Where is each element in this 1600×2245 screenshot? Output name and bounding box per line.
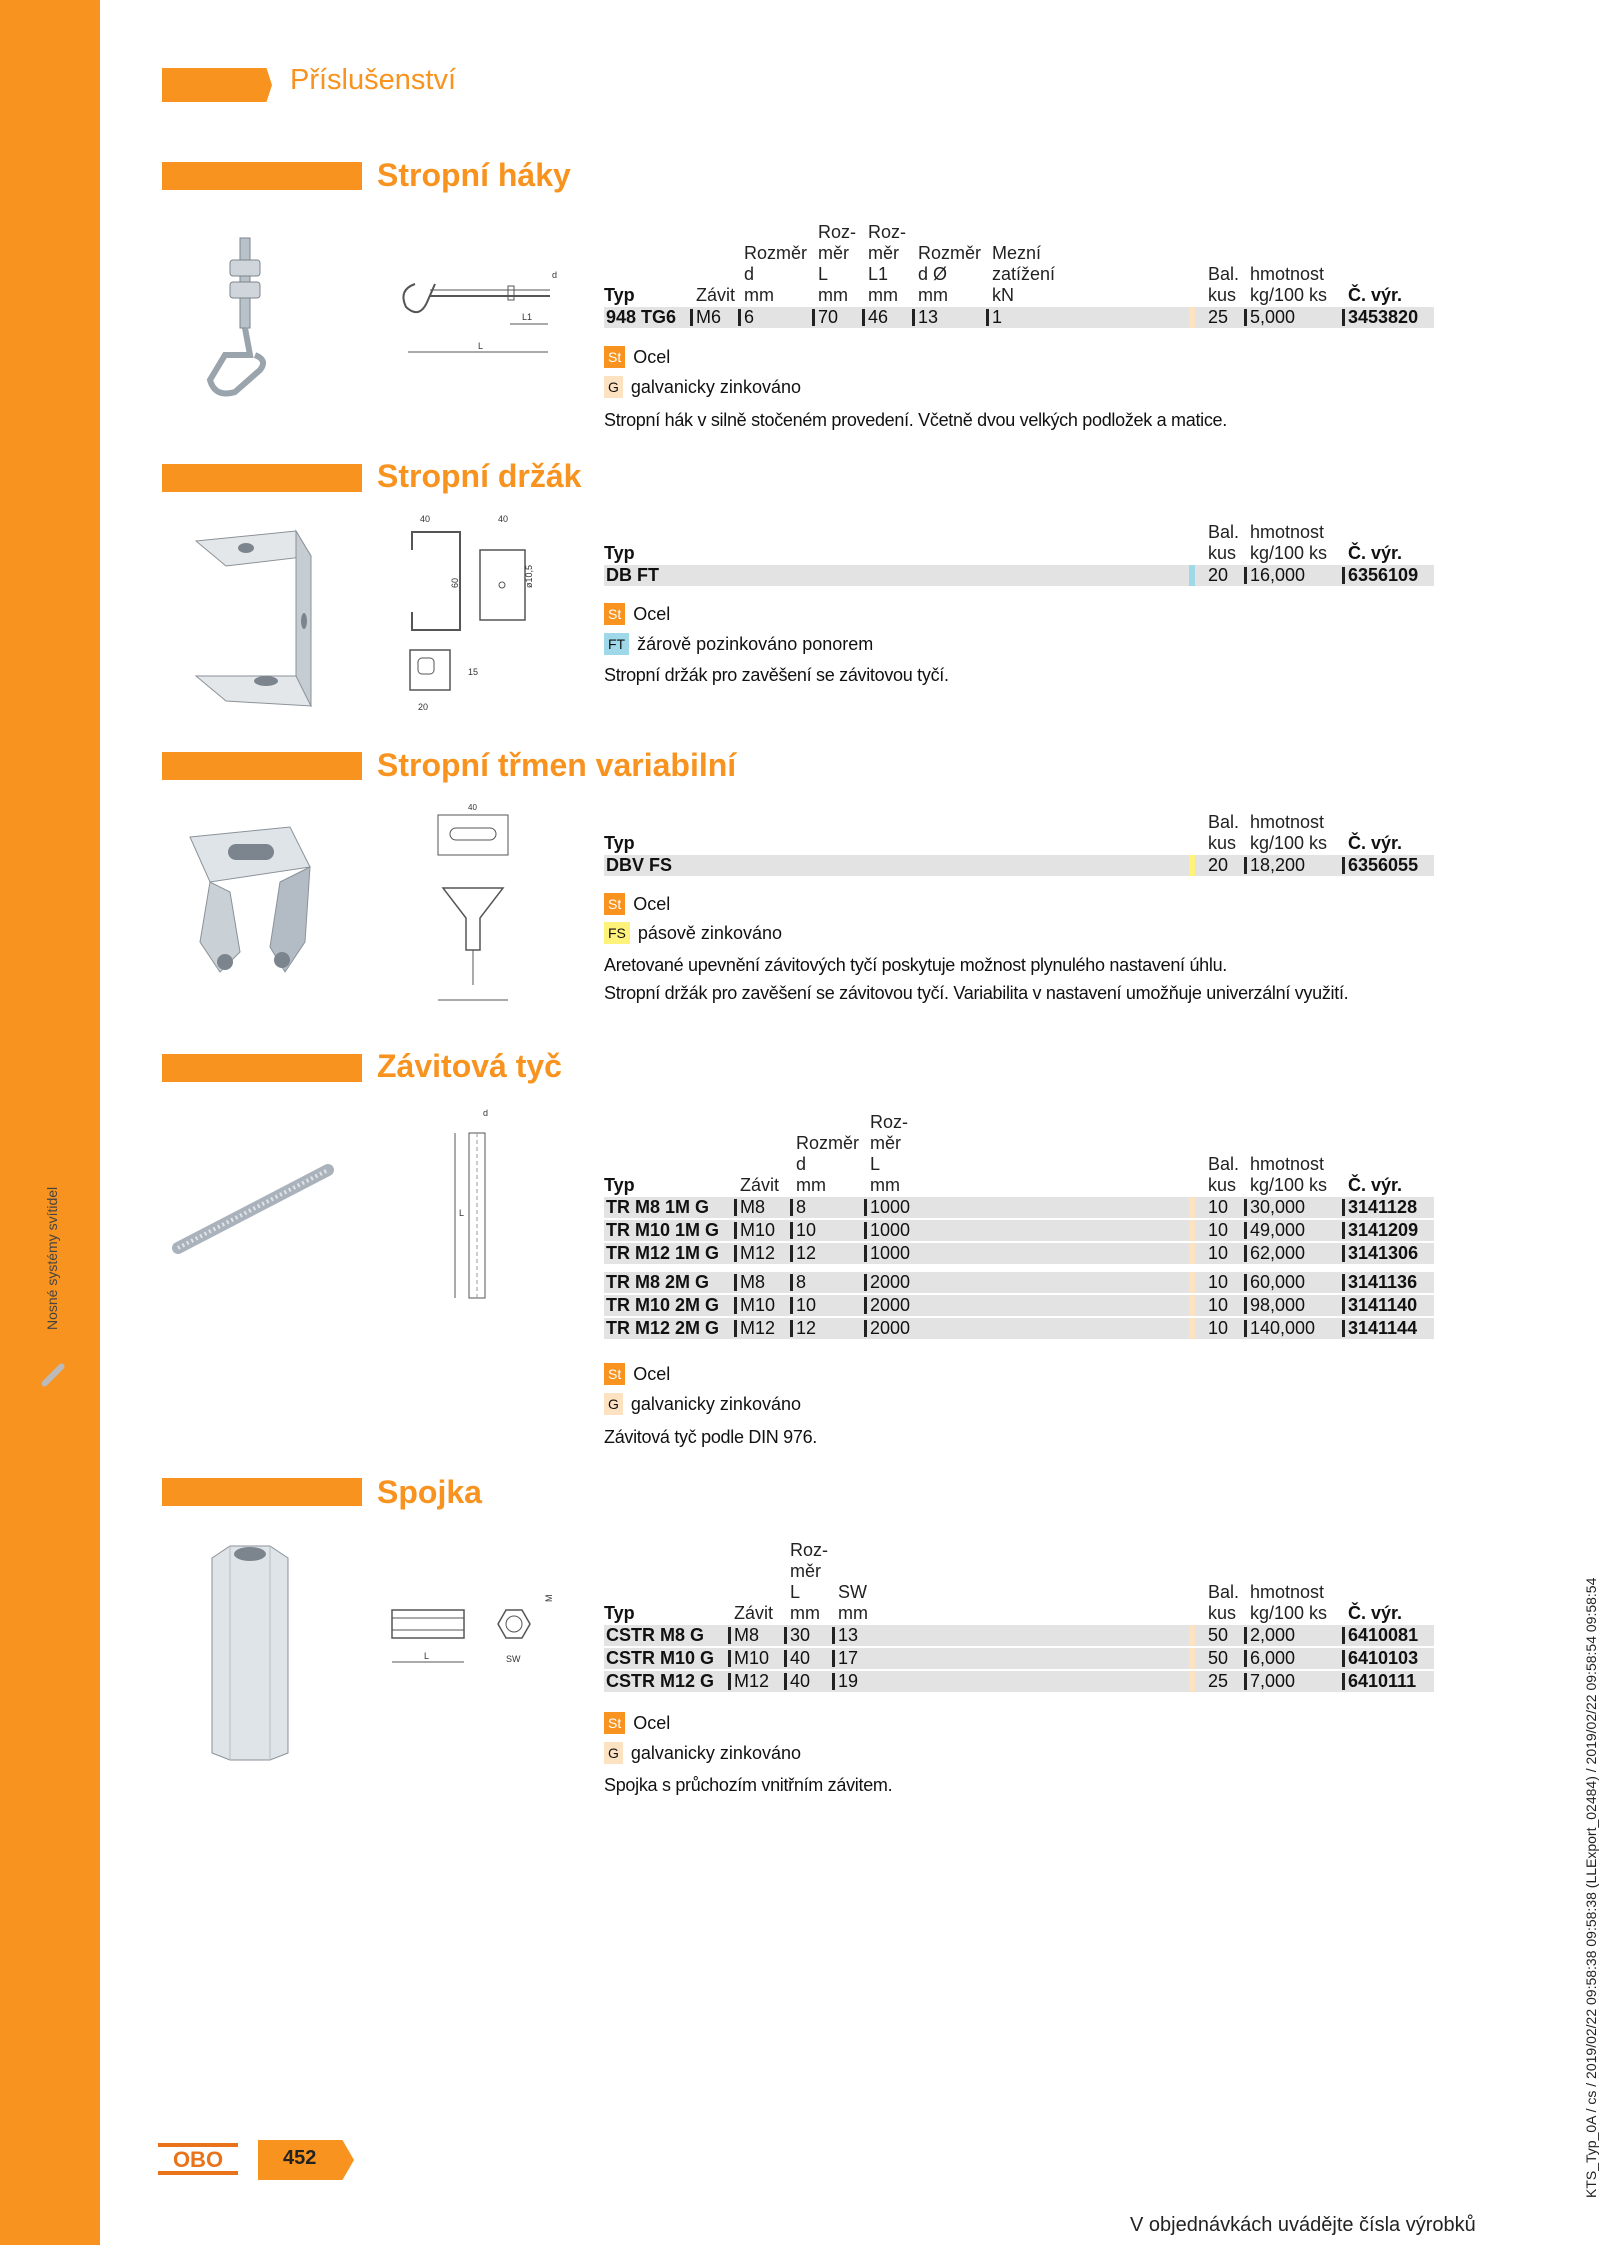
material-steel: St Ocel — [604, 603, 670, 625]
material-finish: FT žárově pozinkováno ponorem — [604, 633, 873, 655]
table-row: CSTR M12 G M12 40 19 25 7,000 6410111 — [604, 1670, 1438, 1693]
table-row: TR M10 2M G M10 10 2000 10 98,000 3141140 — [604, 1294, 1438, 1317]
table-row: TR M12 2M G M12 12 2000 10 140,000 3141144 — [604, 1317, 1438, 1340]
ceiling-bracket-photo — [186, 526, 326, 716]
svg-text:d: d — [483, 1108, 489, 1118]
material-steel: St Ocel — [604, 1712, 670, 1734]
table-row: TR M12 1M G M12 12 1000 10 62,000 3141306 — [604, 1242, 1438, 1265]
section-title-stropni-haky: Stropní háky — [377, 157, 571, 193]
page-number: 452 — [283, 2147, 317, 2169]
table-header: Typ Závit Rozměr d mm Roz- měr L mm Roz- měr L1 mm Rozměr d Ø mm Mezní zatížení kN Bal. kus hmotnost kg/100 ks Č. výr. — [604, 222, 1403, 305]
coupler-drawing — [380, 1582, 570, 1682]
coupler-photo — [200, 1538, 300, 1763]
table-row: CSTR M10 G M10 40 17 50 6,000 6410103 — [604, 1647, 1438, 1670]
material-steel: St Ocel — [604, 346, 670, 368]
material-finish: G galvanicky zinkováno — [604, 376, 801, 398]
table-stropni-drzak — [604, 522, 1438, 587]
material-steel: St Ocel — [604, 893, 670, 915]
svg-text:40: 40 — [468, 803, 477, 812]
description: Závitová tyč podle DIN 976. — [604, 1427, 818, 1447]
dim-d: d — [552, 270, 558, 280]
threaded-rod-photo — [168, 1160, 338, 1260]
table-stropni-trmen — [604, 812, 1438, 877]
section-bar — [162, 1478, 362, 1506]
header-tab — [162, 68, 272, 102]
section-bar — [162, 162, 362, 190]
material-steel: St Ocel — [604, 1363, 670, 1385]
table-zavitova-tyc — [604, 1112, 1438, 1340]
svg-text:L: L — [459, 1208, 465, 1218]
ceiling-bracket-drawing — [400, 510, 560, 720]
table-header: Typ Závit Rozměr d mm Roz- měr L mm Bal. kus hmotnost kg/100 ks Č. výr. — [604, 1112, 1403, 1195]
table-row: 948 TG6 M6 6 70 46 13 1 25 5,000 3453820 — [604, 306, 1438, 329]
export-metadata: KTS_Typ_0A / cs / 2019/02/22 09:58:38 09:58:38 (LLExport_02484) / 2019/02/22 09:58:54 09:58:54 — [1583, 1577, 1599, 2198]
table-row: DB FT 20 16,000 6356109 — [604, 564, 1438, 587]
svg-text:L: L — [424, 1651, 430, 1661]
svg-text:40: 40 — [420, 514, 431, 524]
material-finish: G galvanicky zinkováno — [604, 1393, 801, 1415]
svg-text:M: M — [544, 1594, 554, 1602]
table-body — [604, 1624, 1438, 1693]
svg-text:OBO: OBO — [172, 2147, 224, 2172]
svg-text:ø10,5: ø10,5 — [524, 564, 534, 588]
variable-stirrup-photo — [170, 822, 320, 992]
table-row: TR M8 2M G M8 8 2000 10 60,000 3141136 — [604, 1271, 1438, 1294]
ceiling-hook-photo — [190, 220, 310, 410]
page-title: Příslušenství — [290, 64, 456, 96]
material-finish: FS pásově zinkováno — [604, 922, 782, 944]
table-header: Typ Bal. kus hmotnost kg/100 ks Č. výr. — [604, 812, 1403, 853]
ceiling-hook-drawing — [380, 262, 560, 362]
table-spojka — [604, 1540, 1438, 1693]
svg-text:20: 20 — [418, 702, 429, 712]
threaded-rod-drawing — [435, 1108, 505, 1308]
table-row: DBV FS 20 18,200 6356055 — [604, 854, 1438, 877]
description: Spojka s průchozím vnitřním závitem. — [604, 1775, 893, 1795]
section-bar — [162, 1054, 362, 1082]
section-bar — [162, 464, 362, 492]
side-category-label: Nosné systémy svítidel — [44, 1186, 60, 1330]
left-orange-bar — [0, 0, 100, 2245]
material-finish: G galvanicky zinkováno — [604, 1742, 801, 1764]
table-row: TR M8 1M G M8 8 1000 10 30,000 3141128 — [604, 1196, 1438, 1219]
section-bar — [162, 752, 362, 780]
description: Stropní držák pro zavěšení se závitovou tyčí. — [604, 665, 949, 685]
svg-text:15: 15 — [468, 667, 479, 677]
svg-text:40: 40 — [498, 514, 509, 524]
svg-text:SW: SW — [506, 1654, 521, 1664]
section-title-stropni-drzak: Stropní držák — [377, 458, 582, 494]
dim-l1: L1 — [522, 312, 533, 322]
svg-text:60: 60 — [450, 577, 460, 588]
footer-note: V objednávkách uvádějte čísla výrobků — [1130, 2214, 1476, 2236]
obo-logo — [158, 2143, 238, 2175]
table-stropni-haky — [604, 222, 1438, 329]
section-title-stropni-trmen: Stropní třmen variabilní — [377, 747, 737, 783]
description: Stropní hák v silně stočeném provedení. Včetně dvou velkých podložek a matice. — [604, 410, 1227, 430]
table-body — [604, 1196, 1438, 1340]
section-title-zavitova-tyc: Závitová tyč — [377, 1048, 562, 1084]
description: Aretované upevnění závitových tyčí poskytuje možnost plynulého nastavení úhlu. Stropní držák pro zavěšení se závitovou tyčí. Variabilita v nastavení umožňuje univerzální využití. — [604, 955, 1349, 1003]
dim-l: L — [478, 341, 484, 351]
section-title-spojka: Spojka — [377, 1474, 482, 1510]
variable-stirrup-drawing — [418, 800, 528, 1010]
table-row: CSTR M8 G M8 30 13 50 2,000 6410081 — [604, 1624, 1438, 1647]
table-header: Typ Bal. kus hmotnost kg/100 ks Č. výr. — [604, 522, 1403, 563]
table-row: TR M10 1M G M10 10 1000 10 49,000 3141209 — [604, 1219, 1438, 1242]
table-header: Typ Závit Roz- měr L mm SW mm Bal. kus hmotnost kg/100 ks Č. výr. — [604, 1540, 1403, 1623]
